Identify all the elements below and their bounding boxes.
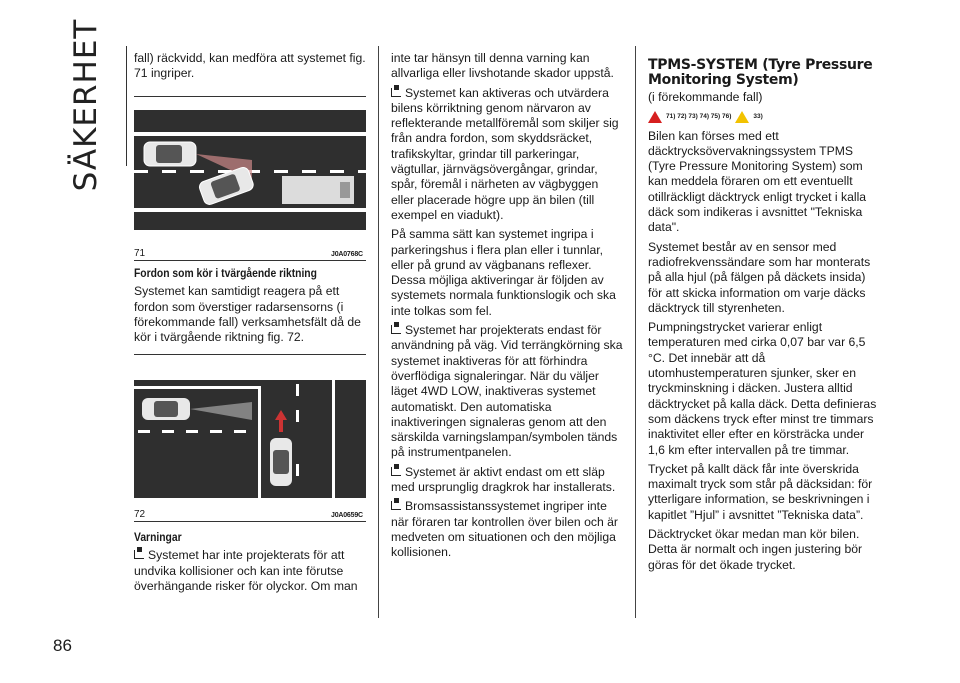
tpms-text-1: Bilen kan förses med ett däcktrycksövervakningssystem TPMS (Tyre Pressure Monitoring System) som kan meddela föraren om ett eventuellt otillräckligt däcktryck enligt trycket i kalla däck som indikeras i avsnittet "Tekniska data".	[648, 128, 867, 235]
refs-yellow: 33)	[753, 113, 763, 121]
bullet-icon	[391, 467, 401, 476]
figure-71-code: J0A0768C	[331, 251, 363, 258]
tpms-subheading: (i förekommande fall)	[648, 90, 763, 104]
refs-red: 71) 72) 73) 74) 75) 76)	[666, 113, 732, 121]
heading-crossing-vehicles: Fordon som kör i tvärgående riktning	[134, 266, 317, 280]
figure-71-top-rule	[134, 96, 366, 97]
bullet-icon	[391, 88, 401, 97]
car-icon	[144, 142, 196, 166]
column-2	[391, 51, 623, 565]
tpms-text-4: Trycket på kallt däck får inte överskrida maximalt tryck som står på däcksidan: för ytterligare information, se beskrivningen i kapitlet ”Hjul” i avsnittet ”Tekniska data”.	[648, 461, 873, 522]
bullet-icon	[391, 501, 401, 510]
figure-71-bottom-rule	[134, 260, 366, 261]
column-1-bottom	[134, 530, 366, 598]
warning-text-5: Systemet är aktivt endast om ett släp med ursprunglig dragkrok har installerats.	[391, 464, 616, 495]
warning-text-4: Systemet har projekterats endast för användning på väg. Vid terrängkörning ska systemet inaktiveras för att förhindra överflödiga signaleringar. När du väljer läget 4WD LOW, inaktiveras systemet automatiskt. Den automatiska inaktiveringen signaleras genom att den särskilda varningslampan/symbolen tänds på instrumentpanelen.	[391, 323, 623, 460]
figure-72	[134, 380, 366, 498]
column-separator	[635, 46, 636, 618]
crossing-vehicles-text: Systemet kan samtidigt reagera på ett fordon som överstiger radarsensorns (i förekommande fall) verksamhetsfält då de kör i tvärgående riktning fig. 72.	[134, 284, 361, 345]
bullet-icon	[134, 550, 144, 559]
column-separator	[378, 46, 379, 618]
page-number: 86	[53, 636, 72, 655]
figure-72-number: 72	[134, 509, 146, 520]
warning-text-6: Bromsassistanssystemet ingriper inte när föraren tar kontrollen över bilen och är medveten om situationen och den möjliga kollisionen.	[391, 499, 618, 560]
reference-row	[648, 109, 880, 124]
warning-text-2: Systemet kan aktiveras och utvärdera bilens körriktning genom närvaron av reflekterande metallföremål som skiljer sig från andra fordon, som skyddsräcket, trafikskyltar, grindar till parkeringar, vägtullar, järnvägsövergångar, grindar, spår, föremål i närheten av vägbyggen eller placerade högre upp än bilen (till exempel en viadukt).	[391, 85, 619, 222]
intro-text: fall) räckvidd, kan medföra att systemet fig. 71 ingriper.	[134, 51, 366, 81]
figure-72-bottom-rule	[134, 521, 366, 522]
bullet-icon	[391, 325, 401, 334]
tpms-heading: TPMS-SYSTEM (Tyre Pressure Monitoring System)	[648, 57, 873, 88]
truck-icon	[282, 176, 354, 204]
heading-warnings: Varningar	[134, 530, 182, 544]
figure-71-number: 71	[134, 248, 146, 259]
column-3	[648, 58, 880, 577]
tpms-text-5: Däcktrycket ökar medan man kör bilen. Detta är normalt och ingen justering bör göras för det ökade trycket.	[648, 527, 863, 572]
column-1-middle	[134, 266, 366, 349]
warning-text-3: På samma sätt kan systemet ingripa i parkeringshus i flera plan eller i tunnlar, eller på grund av vägbanans reflexer. Dessa möjliga aktiveringar är följden av systemets normala funktionslogik och ska inte tolkas som fel.	[391, 227, 616, 318]
car-icon	[270, 438, 292, 486]
tpms-text-2: Systemet består av en sensor med radiofrekvenssändare som har monterats på alla hjul (på fälgen på däckets insida) för att skicka information om varje däcks däcktryck till styrenheten.	[648, 239, 871, 315]
figure-71	[134, 110, 366, 230]
warning-triangle-icon	[648, 111, 662, 123]
figure-72-code: J0A0659C	[331, 512, 363, 519]
column-1	[134, 51, 366, 86]
caution-triangle-icon	[735, 111, 749, 123]
tpms-text-3: Pumpningstrycket varierar enligt temperaturen med cirka 0,07 bar var 6,5 °C. Det innebär att då utomhustemperaturen sjunker, sker en tryckminskning i däcken. Justera alltid däcktrycket på kalla däck. Detta definieras som däckens tryck efter minst tre timmars inaktivitet eller efter en körsträcka under 1,6 km efter intervallen på tre timmar.	[648, 320, 877, 457]
section-title: SÄKERHET	[68, 18, 104, 192]
warning-text-1: Systemet har inte projekterats för att undvika kollisioner och kan inte förutse överhängande risker för olyckor. Om man	[134, 548, 358, 593]
section-title-rule	[126, 46, 127, 166]
figure-72-top-rule	[134, 354, 366, 355]
car-icon	[142, 398, 190, 420]
warning-text-1-cont: inte tar hänsyn till denna varning kan allvarliga eller livshotande skador uppstå.	[391, 51, 614, 81]
